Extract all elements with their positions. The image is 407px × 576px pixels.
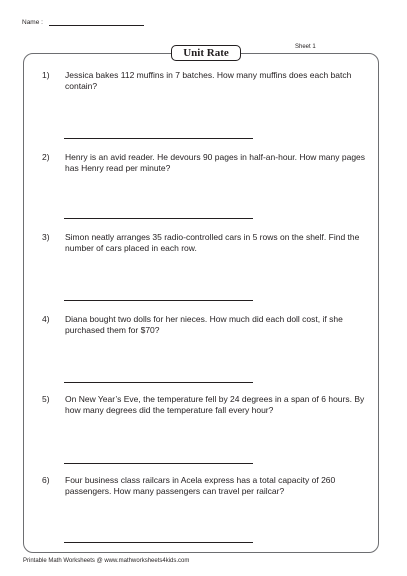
answer-line-2[interactable] bbox=[64, 218, 253, 219]
question-text: Four business class railcars in Acela express has a total capacity of 260 passengers. How many passengers can travel per railcar? bbox=[65, 475, 336, 496]
answer-line-5[interactable] bbox=[64, 463, 253, 464]
question-text: Jessica bakes 112 muffins in 7 batches. How many muffins does each batch contain? bbox=[65, 70, 352, 91]
question-text: Simon neatly arranges 35 radio-controlled cars in 5 rows on the shelf. Find the number of cars placed in each row. bbox=[65, 232, 360, 253]
question-number: 1) bbox=[42, 70, 50, 80]
question-number: 3) bbox=[42, 232, 50, 242]
worksheet-title: Unit Rate bbox=[171, 45, 241, 61]
answer-line-6[interactable] bbox=[64, 542, 253, 543]
question-number: 4) bbox=[42, 314, 50, 324]
footer-text: Printable Math Worksheets @ www.mathworksheets4kids.com bbox=[23, 558, 190, 564]
name-line[interactable] bbox=[49, 18, 144, 26]
name-label: Name : bbox=[22, 19, 43, 26]
question-text: On New Year’s Eve, the temperature fell by 24 degrees in a span of 6 hours. By how many degrees did the temperature fall every hour? bbox=[65, 394, 365, 415]
answer-line-3[interactable] bbox=[64, 300, 253, 301]
question-number: 2) bbox=[42, 152, 50, 162]
answer-line-1[interactable] bbox=[64, 138, 253, 139]
question-text: Henry is an avid reader. He devours 90 pages in half-an-hour. How many pages has Henry read per minute? bbox=[65, 152, 366, 173]
question-number: 5) bbox=[42, 394, 50, 404]
sheet-label: Sheet 1 bbox=[295, 44, 316, 50]
question-text: Diana bought two dolls for her nieces. How much did each doll cost, if she purchased them for $70? bbox=[65, 314, 343, 335]
answer-line-4[interactable] bbox=[64, 382, 253, 383]
question-number: 6) bbox=[42, 475, 50, 485]
name-field bbox=[22, 18, 144, 26]
